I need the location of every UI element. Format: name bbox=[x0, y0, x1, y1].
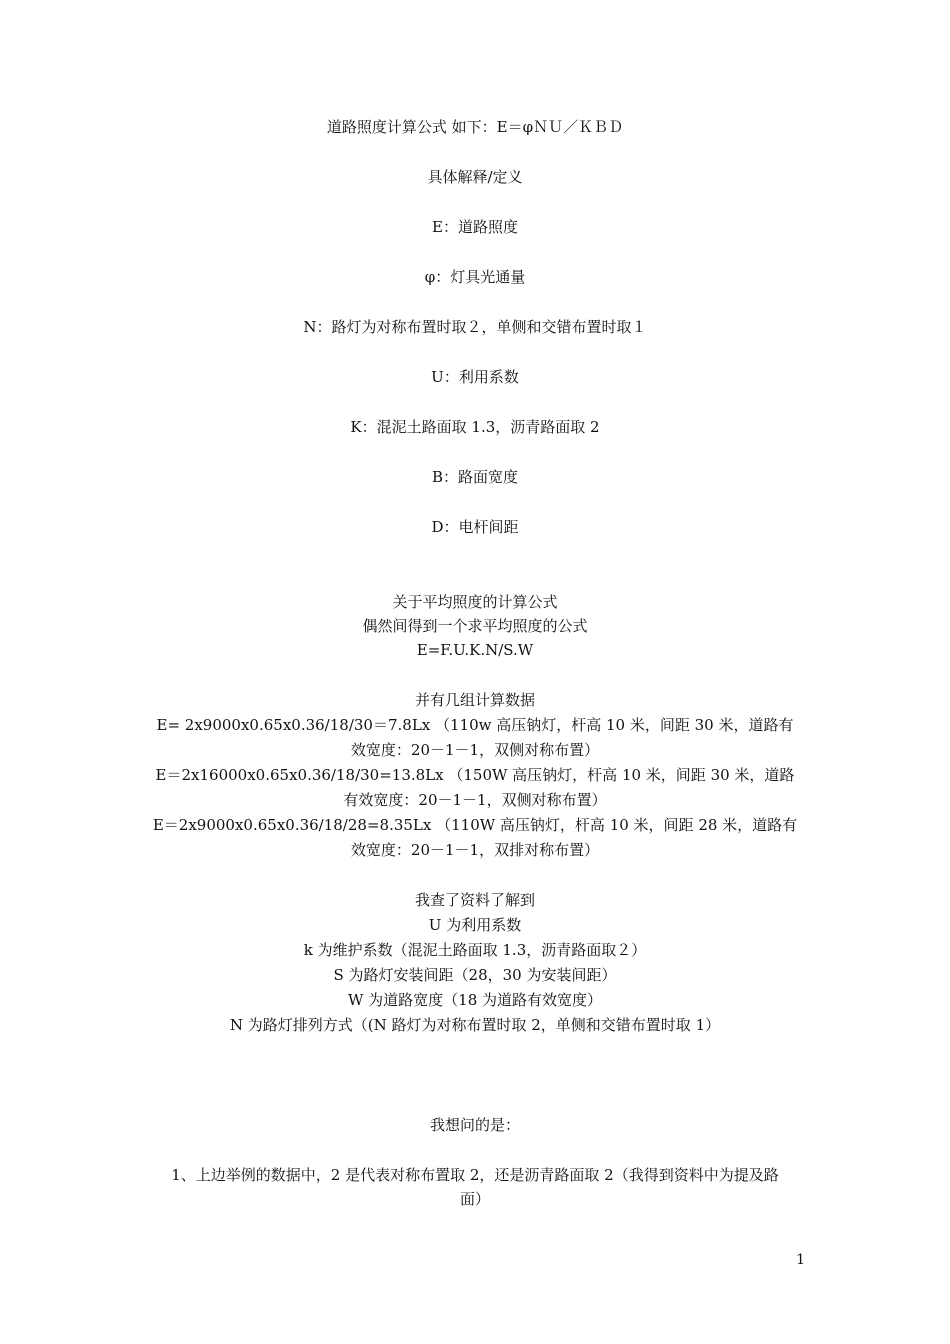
definition-k: K：混泥土路面取 1.3，沥青路面取 2 bbox=[350, 418, 600, 436]
calc-data-heading: 并有几组计算数据 bbox=[414, 691, 535, 709]
calc-example-3-line2: 效宽度：20－1－1，双排对称布置） bbox=[350, 841, 600, 859]
formula-title: 道路照度计算公式 如下：E＝φＮＵ／ＫＢＤ bbox=[326, 118, 624, 136]
definition-subtitle: 具体解释/定义 bbox=[427, 168, 523, 186]
question-1-line1: 1、上边举例的数据中，2 是代表对称布置取 2，还是沥青路面取 2（我得到资料中为提及路 bbox=[171, 1166, 779, 1184]
definition-n: N：路灯为对称布置时取２，单侧和交错布置时取１ bbox=[303, 318, 647, 336]
question-1-line2: 面） bbox=[459, 1190, 490, 1208]
page-number: 1 bbox=[796, 1252, 805, 1268]
calc-example-1-line1: E= 2x9000x0.65x0.36/18/30＝7.8Lx （110w 高压钠灯，杆高 10 米，间距 30 米，道路有 bbox=[156, 716, 794, 734]
research-item-s: S 为路灯安装间距（28，30 为安装间距） bbox=[333, 966, 617, 984]
definition-u: U：利用系数 bbox=[431, 368, 519, 386]
definition-e: E：道路照度 bbox=[432, 218, 518, 236]
avg-illuminance-intro: 偶然间得到一个求平均照度的公式 bbox=[362, 617, 588, 635]
research-item-u: U 为利用系数 bbox=[428, 916, 522, 934]
calc-example-3-line1: E＝2x9000x0.65x0.36/18/28=8.35Lx （110W 高压钠灯，杆高 10 米，间距 28 米，道路有 bbox=[152, 816, 798, 834]
calc-example-2-line2: 有效宽度：20－1－1，双侧对称布置） bbox=[343, 791, 607, 809]
avg-illuminance-heading: 关于平均照度的计算公式 bbox=[392, 593, 558, 611]
question-heading: 我想问的是： bbox=[429, 1116, 520, 1134]
research-item-k: k 为维护系数（混泥土路面取 1.3，沥青路面取２） bbox=[303, 941, 647, 959]
definition-phi: φ：灯具光通量 bbox=[424, 268, 526, 286]
calc-example-2-line1: E＝2x16000x0.65x0.36/18/30=13.8Lx （150W 高压钠灯，杆高 10 米，间距 30 米，道路 bbox=[155, 766, 795, 784]
research-item-w: W 为道路宽度（18 为道路有效宽度） bbox=[347, 991, 603, 1009]
definition-d: D：电杆间距 bbox=[431, 518, 519, 536]
research-item-n: N 为路灯排列方式（(N 路灯为对称布置时取 2，单侧和交错布置时取 1） bbox=[229, 1016, 721, 1034]
definition-b: B：路面宽度 bbox=[431, 468, 519, 486]
avg-illuminance-formula: E=F.U.K.N/S.W bbox=[416, 641, 534, 659]
research-heading: 我查了资料了解到 bbox=[414, 891, 535, 909]
calc-example-1-line2: 效宽度：20－1－1，双侧对称布置） bbox=[350, 741, 600, 759]
